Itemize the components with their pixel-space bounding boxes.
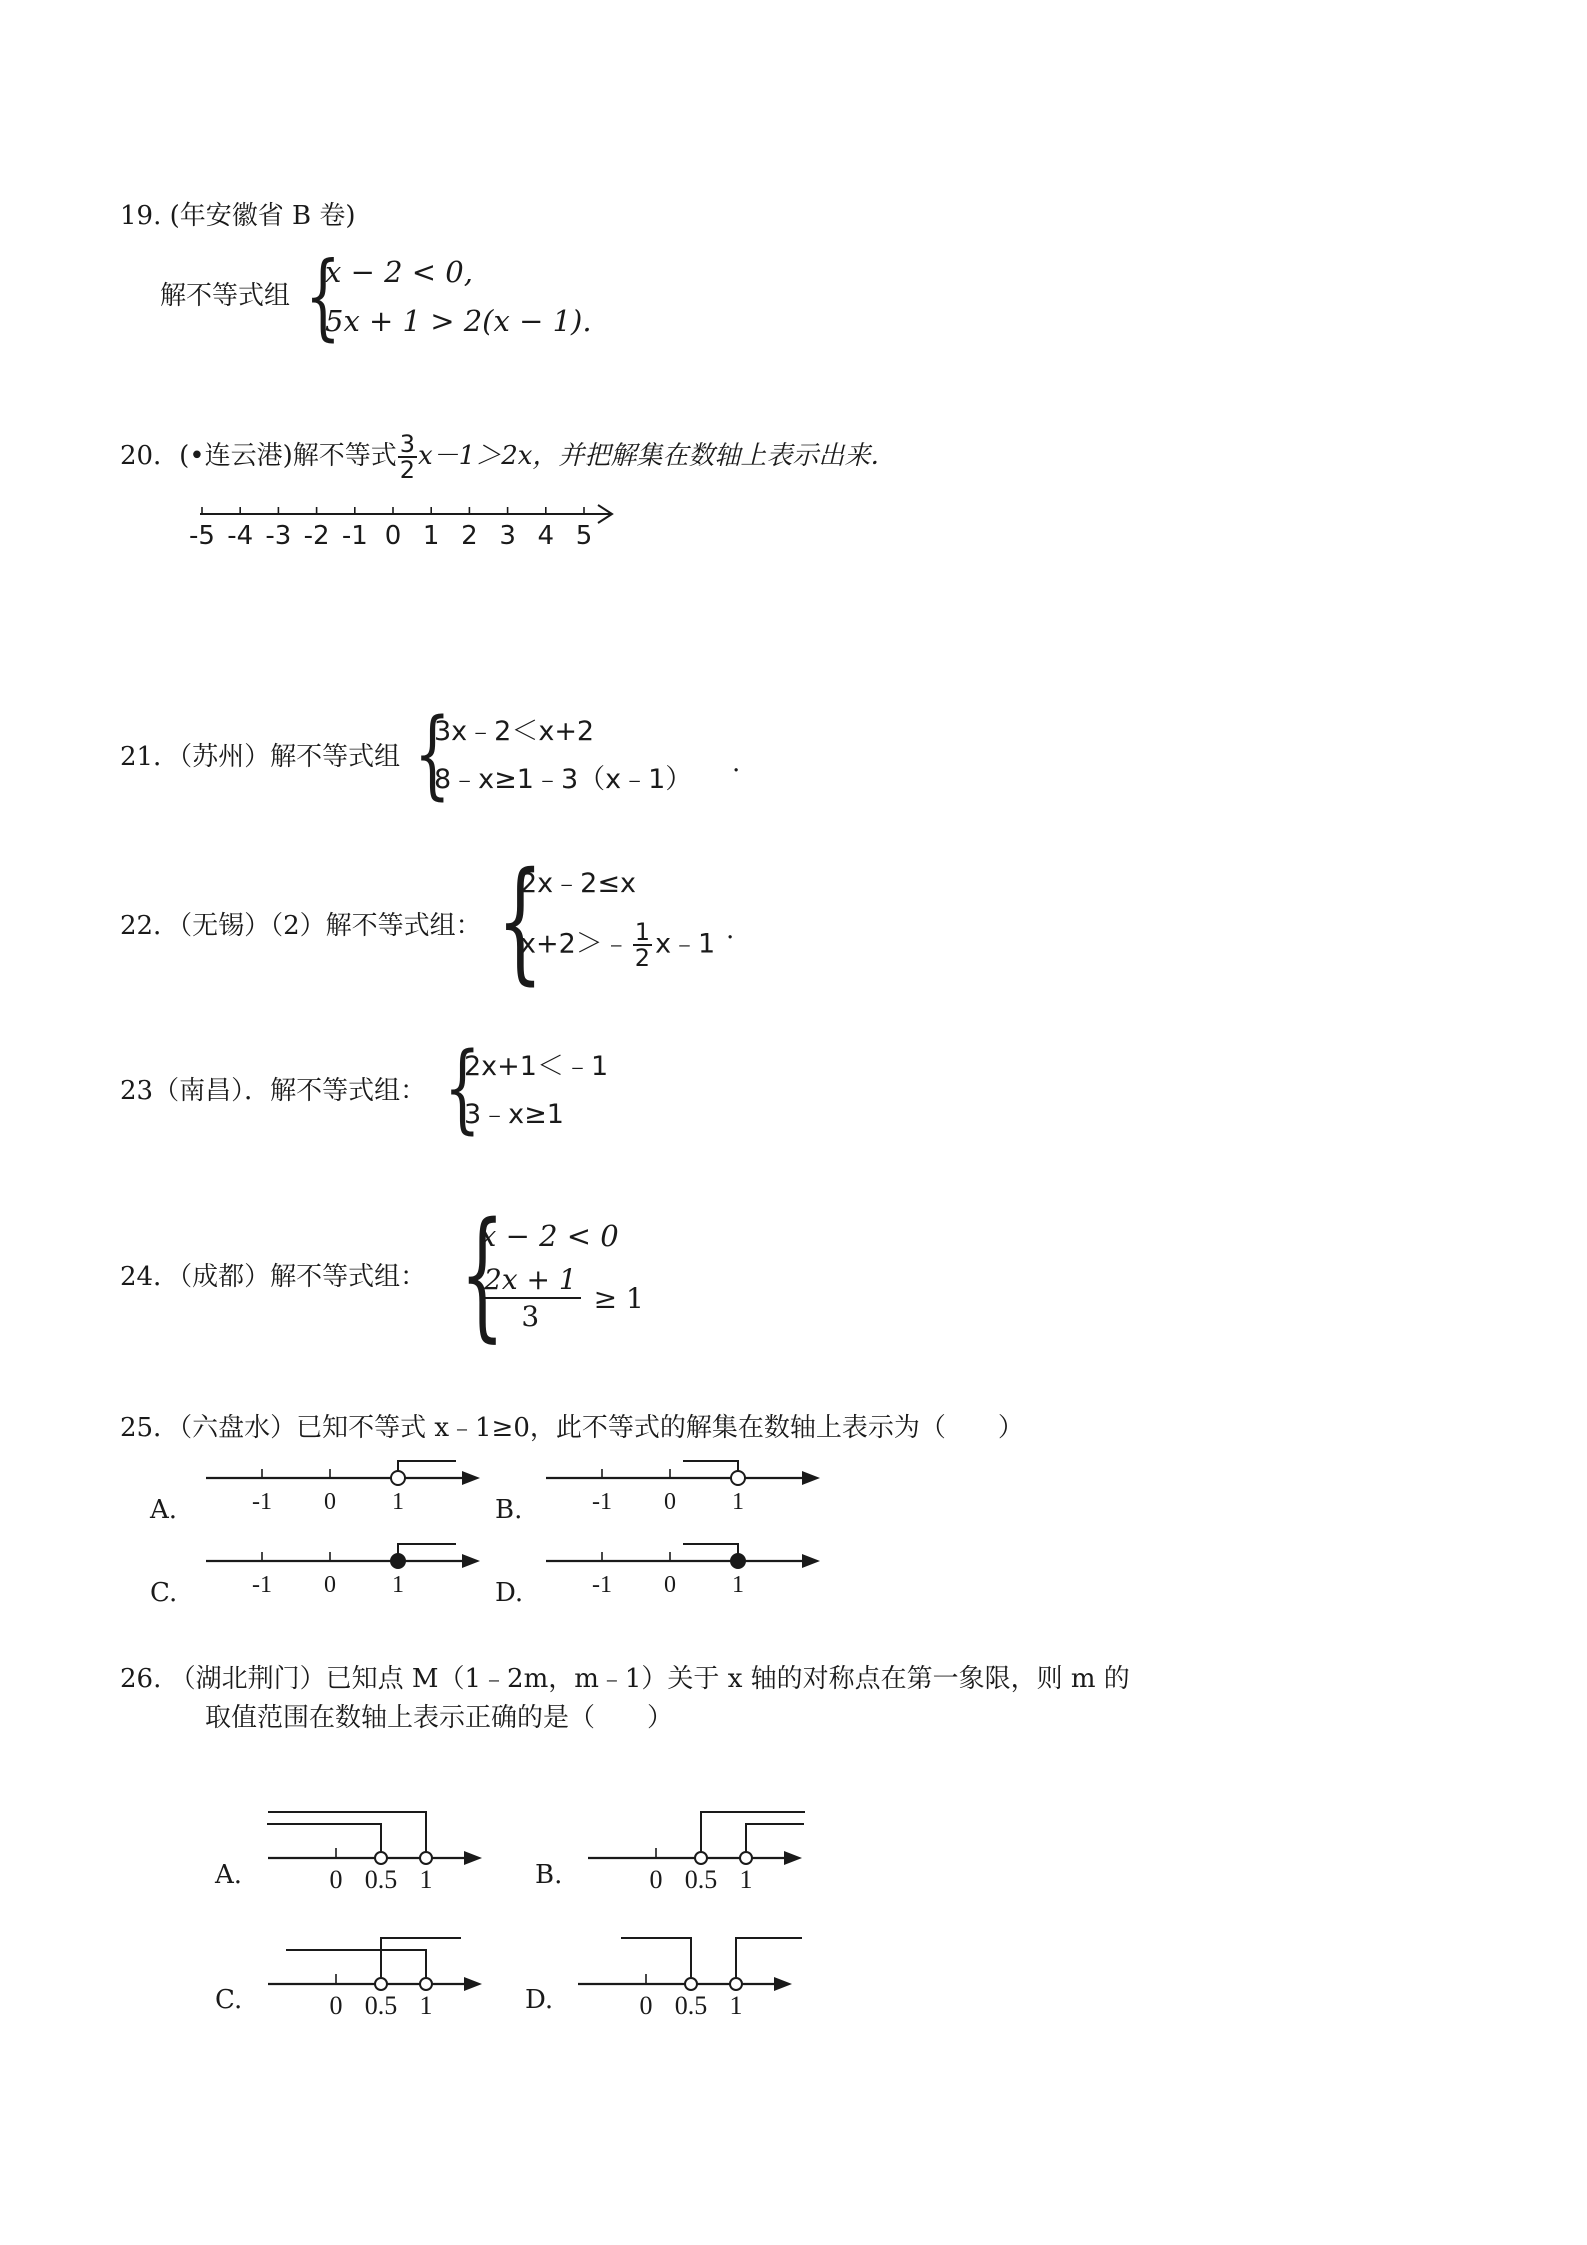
q20-tick-label: 1 xyxy=(422,521,440,551)
q23-prefix: 23（南昌）．解不等式组： xyxy=(120,1076,427,1106)
q24-prefix: 24．（成都）解不等式组： xyxy=(120,1262,427,1292)
solution-ray-left xyxy=(683,1461,738,1471)
open-point xyxy=(391,1471,405,1485)
q22-frac-den: 2 xyxy=(634,944,651,972)
q24-fraction xyxy=(480,1263,581,1333)
q20-tick-label: -2 xyxy=(303,521,330,551)
q26-option-b-letter: B. xyxy=(535,1860,563,1890)
q20-prefix: 20．(•连云港)解不等式 xyxy=(120,441,397,471)
solution-ray xyxy=(267,1824,381,1852)
tick-label: 1 xyxy=(392,1489,404,1515)
tick-label: 0 xyxy=(329,1865,343,1894)
q25-option-c-number-line[interactable] xyxy=(200,1536,500,1608)
q20-tick-label: 4 xyxy=(537,521,555,551)
q20-tick-label: -5 xyxy=(189,521,215,551)
q26-line2: 取值范围在数轴上表示正确的是（ ） xyxy=(205,1703,674,1733)
q21-line1: 3x﹣2＜x+2 xyxy=(434,716,595,747)
q22-line2 xyxy=(520,920,715,970)
tick-label: 0.5 xyxy=(674,1991,708,2020)
q25-prefix: 25．（六盘水）已知不等式 x﹣1≥0，此不等式的解集在数轴上表示为（ ） xyxy=(120,1413,1024,1443)
q25-option-b-letter: B. xyxy=(495,1495,523,1525)
q22-tail: . xyxy=(726,915,735,945)
tick-label: 1 xyxy=(729,1991,743,2020)
q23-line2: 3﹣x≥1 xyxy=(464,1099,564,1130)
tick-label: -1 xyxy=(252,1572,272,1598)
q25-option-a-letter: A. xyxy=(150,1495,178,1525)
q20-tick-label: 0 xyxy=(384,521,402,551)
q20-rest: x－1＞2x，并把解集在数轴上表示出来． xyxy=(418,441,897,471)
solution-ray xyxy=(701,1812,805,1852)
axis-arrow xyxy=(462,1554,480,1568)
tick-label: 0 xyxy=(639,1991,653,2020)
q26-option-d-number-line[interactable] xyxy=(572,1912,802,2022)
tick-label: 1 xyxy=(419,1865,433,1894)
q20-frac-num: 3 xyxy=(399,430,415,458)
open-point xyxy=(420,1978,432,1990)
axis-arrow xyxy=(774,1977,792,1991)
open-point xyxy=(685,1978,697,1990)
axis-arrow xyxy=(802,1554,820,1568)
q20-tick-label: 3 xyxy=(499,521,516,551)
q22-frac-num: 1 xyxy=(634,918,651,946)
tick-label: 0.5 xyxy=(364,1865,398,1894)
axis-arrow xyxy=(802,1471,820,1485)
tick-label: -1 xyxy=(592,1572,612,1598)
tick-label: 0 xyxy=(324,1572,336,1598)
q19-brace: { xyxy=(305,242,341,351)
q22-fraction xyxy=(633,920,652,970)
tick-label: 0 xyxy=(664,1489,676,1515)
q26-option-a-letter: A. xyxy=(215,1860,243,1890)
q25-option-c-letter: C. xyxy=(150,1578,178,1608)
q21-brace: { xyxy=(414,698,451,810)
q22-prefix: 22．（无锡）（2）解不等式组： xyxy=(120,911,482,941)
q20-frac-den: 2 xyxy=(399,456,415,484)
solution-ray xyxy=(268,1812,426,1852)
q22-line2b: x﹣1 xyxy=(655,928,716,960)
tick-label: 1 xyxy=(419,1991,433,2020)
open-point xyxy=(375,1852,387,1864)
q24-frac-rhs: ≥ 1 xyxy=(593,1281,644,1315)
tick-label: 1 xyxy=(392,1572,404,1598)
solution-ray-right xyxy=(398,1461,456,1471)
axis-arrow xyxy=(462,1471,480,1485)
solution-ray-right xyxy=(398,1544,456,1554)
q24-frac-num: 2x + 1 xyxy=(480,1266,581,1299)
tick-label: 0 xyxy=(649,1865,663,1894)
q26-option-a-number-line[interactable] xyxy=(262,1786,492,1896)
q24-line1: x − 2 < 0 xyxy=(480,1219,619,1253)
q19-label: 解不等式组 xyxy=(160,281,291,311)
q19-line2: 5x + 1 > 2(x − 1). xyxy=(325,304,592,338)
tick-label: 0.5 xyxy=(684,1865,718,1894)
axis-arrow xyxy=(464,1851,482,1865)
q22-line1: 2x﹣2≤x xyxy=(520,868,636,899)
q23-brace: { xyxy=(444,1032,481,1144)
closed-point xyxy=(731,1554,745,1568)
tick-label: -1 xyxy=(252,1489,272,1515)
q25-option-d-letter: D. xyxy=(495,1578,524,1608)
open-point xyxy=(375,1978,387,1990)
tick-label: 1 xyxy=(732,1572,744,1598)
solution-ray xyxy=(286,1950,426,1978)
q22-brace: { xyxy=(497,844,544,998)
q20-question xyxy=(120,432,896,482)
q26-option-c-number-line[interactable] xyxy=(262,1912,492,2022)
tick-label: -1 xyxy=(592,1489,612,1515)
tick-label: 0 xyxy=(664,1572,676,1598)
tick-label: 0 xyxy=(324,1489,336,1515)
q20-tick-label: -4 xyxy=(227,521,254,551)
tick-label: 0 xyxy=(329,1991,343,2020)
q24-line2 xyxy=(480,1263,644,1333)
q25-option-d-number-line[interactable] xyxy=(540,1536,840,1608)
q21-prefix: 21．（苏州）解不等式组 xyxy=(120,742,401,772)
q26-line1: 26. （湖北荆门）已知点 M（1﹣2m，m﹣1）关于 x 轴的对称点在第一象限，则 m 的 xyxy=(120,1664,1130,1694)
q20-tick-label: -3 xyxy=(265,521,292,551)
tick-label: 0.5 xyxy=(364,1991,398,2020)
open-point xyxy=(420,1852,432,1864)
open-point xyxy=(695,1852,707,1864)
q21-tail: . xyxy=(732,748,741,778)
solution-ray-left xyxy=(683,1544,738,1554)
q23-line1: 2x+1＜﹣1 xyxy=(464,1051,609,1082)
q25-option-a-number-line[interactable] xyxy=(200,1453,500,1525)
tick-label: 1 xyxy=(732,1489,744,1515)
closed-point xyxy=(391,1554,405,1568)
q26-option-c-letter: C. xyxy=(215,1985,243,2015)
q20-tick-label: -1 xyxy=(341,521,368,551)
q21-line2: 8﹣x≥1﹣3（x﹣1） xyxy=(434,764,693,795)
axis-arrow xyxy=(464,1977,482,1991)
solution-ray xyxy=(736,1938,802,1978)
open-point xyxy=(731,1471,745,1485)
solution-ray xyxy=(381,1938,461,1978)
axis-arrow xyxy=(784,1851,802,1865)
solution-ray xyxy=(621,1938,691,1978)
q19-line1: x − 2 < 0, xyxy=(325,255,473,289)
q24-frac-den: 3 xyxy=(521,1300,540,1333)
q19-prefix: 19. (年安徽省 B 卷) xyxy=(120,201,356,231)
tick-label: 1 xyxy=(739,1865,753,1894)
q25-option-b-number-line[interactable] xyxy=(540,1453,840,1525)
q20-number-line xyxy=(180,498,640,562)
open-point xyxy=(740,1852,752,1864)
q26-option-b-number-line[interactable] xyxy=(582,1786,812,1896)
q22-line2a: x+2＞﹣ xyxy=(520,928,630,960)
q26-option-d-letter: D. xyxy=(525,1985,554,2015)
q20-tick-label: 5 xyxy=(575,521,593,551)
q20-fraction xyxy=(398,432,417,482)
q20-tick-label: 2 xyxy=(461,521,478,551)
open-point xyxy=(730,1978,742,1990)
q24-brace: { xyxy=(460,1193,505,1356)
solution-ray xyxy=(746,1824,804,1852)
